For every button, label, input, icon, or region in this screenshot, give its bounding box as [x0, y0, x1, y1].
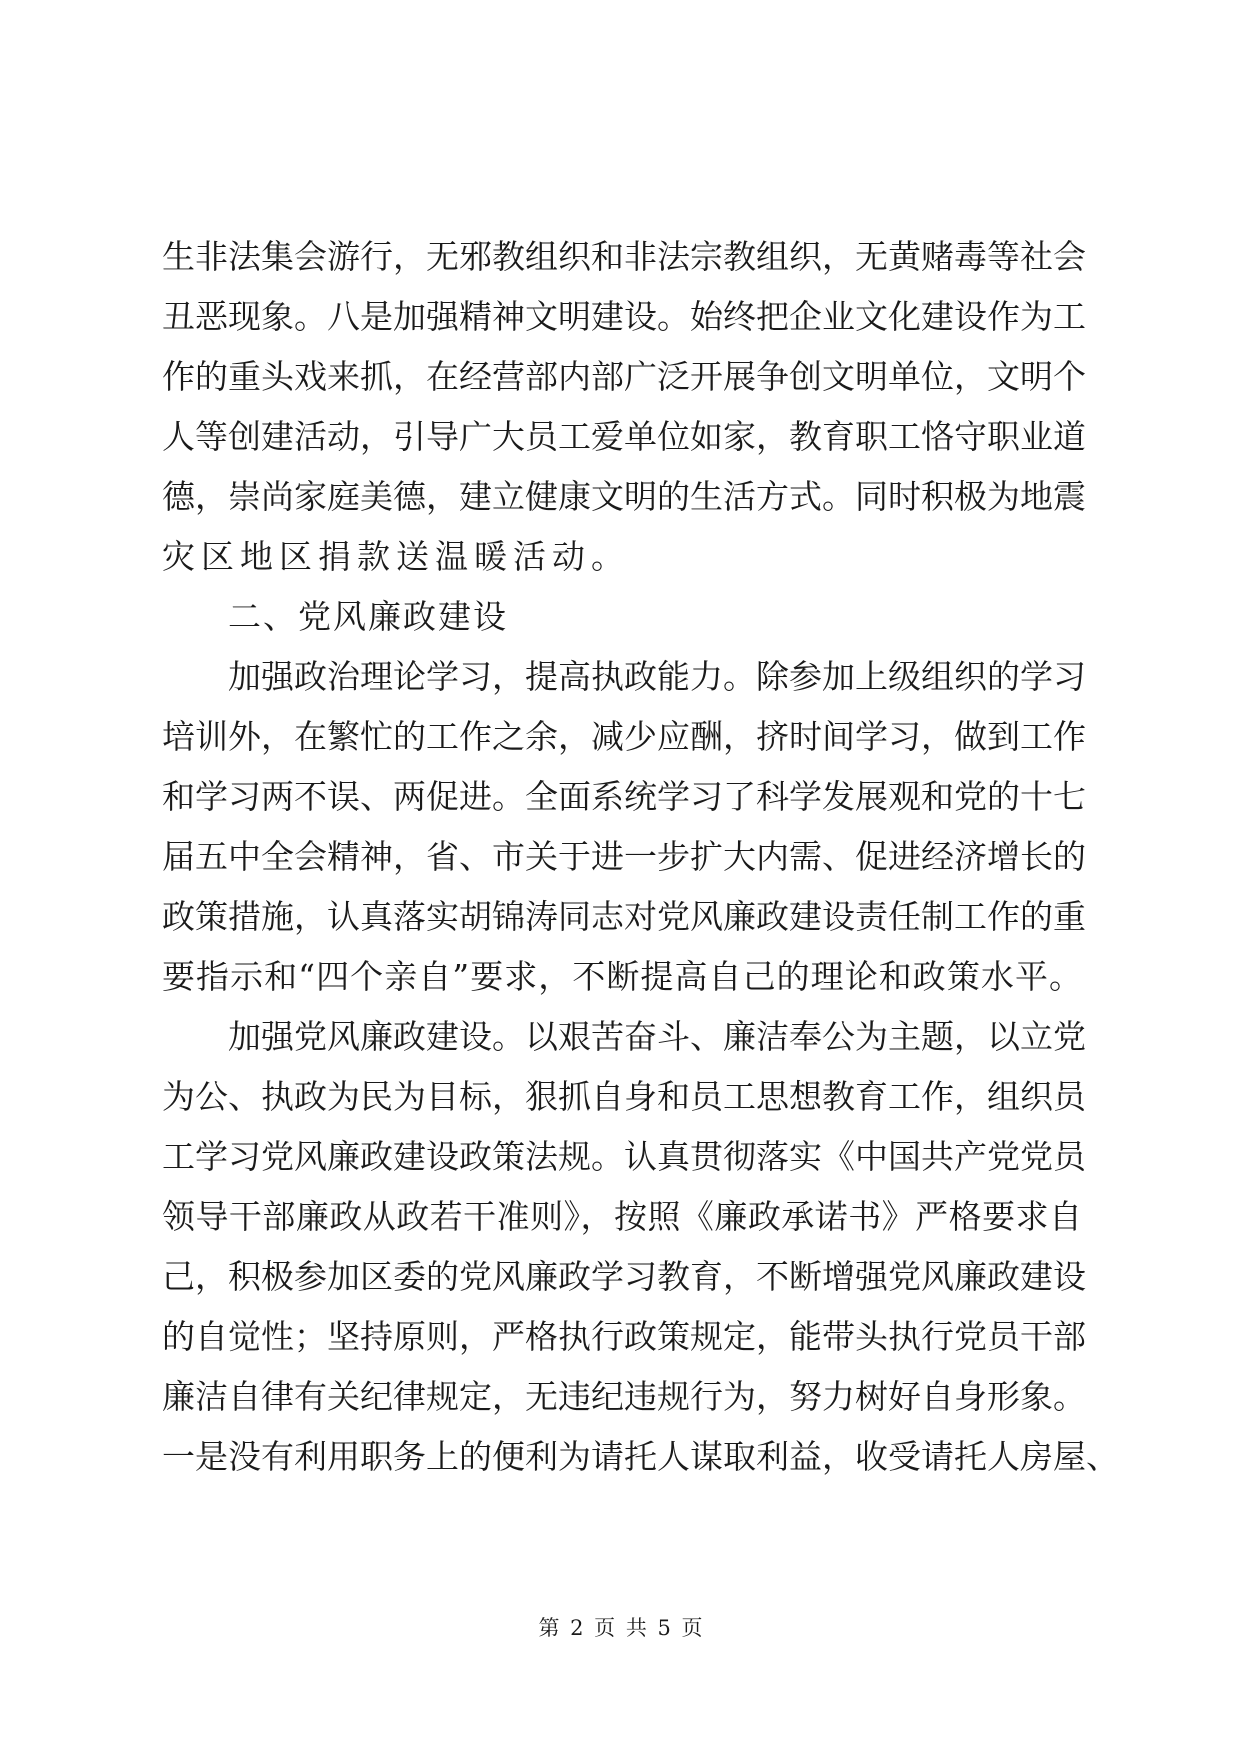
text-line: 的自觉性；坚持原则，严格执行政策规定，能带头执行党员干部 — [162, 1317, 1086, 1356]
text-line: 己，积极参加区委的党风廉政学习教育，不断增强党风廉政建设 — [162, 1257, 1086, 1296]
text-line: 领导干部廉政从政若干准则》，按照《廉政承诺书》严格要求自 — [162, 1197, 1082, 1236]
text-line: 加强党风廉政建设。以艰苦奋斗、廉洁奉公为主题，以立党 — [228, 1017, 1086, 1056]
text-line: 德，崇尚家庭美德，建立健康文明的生活方式。同时积极为地震 — [162, 477, 1086, 516]
text-line: 灾区地区捐款送温暖活动。 — [162, 537, 630, 576]
text-line: 培训外，在繁忙的工作之余，减少应酬，挤时间学习，做到工作 — [162, 717, 1086, 756]
text-line: 届五中全会精神，省、市关于进一步扩大内需、促进经济增长的 — [162, 837, 1086, 876]
text-line: 廉洁自律有关纪律规定，无违纪违规行为，努力树好自身形象。 — [162, 1377, 1086, 1416]
section-heading: 二、党风廉政建设 — [228, 597, 508, 636]
text-line: 和学习两不误、两促进。全面系统学习了科学发展观和党的十七 — [162, 777, 1086, 816]
page-number-footer: 第 2 页 共 5 页 — [538, 1616, 703, 1640]
text-line: 要指示和“四个亲自”要求，不断提高自己的理论和政策水平。 — [162, 957, 1082, 996]
text-line: 为公、执政为民为目标，狠抓自身和员工思想教育工作，组织员 — [162, 1077, 1086, 1116]
text-line: 一是没有利用职务上的便利为请托人谋取利益，收受请托人房屋、 — [162, 1437, 1119, 1476]
text-line: 加强政治理论学习，提高执政能力。除参加上级组织的学习 — [228, 657, 1086, 696]
body-text — [162, 227, 1119, 1487]
text-line: 生非法集会游行，无邪教组织和非法宗教组织，无黄赌毒等社会 — [162, 237, 1086, 276]
text-line: 人等创建活动，引导广大员工爱单位如家，教育职工恪守职业道 — [162, 417, 1086, 456]
text-line: 丑恶现象。八是加强精神文明建设。始终把企业文化建设作为工 — [162, 297, 1086, 336]
text-line: 政策措施，认真落实胡锦涛同志对党风廉政建设责任制工作的重 — [162, 897, 1086, 936]
text-line: 工学习党风廉政建设政策法规。认真贯彻落实《中国共产党党员 — [162, 1137, 1086, 1176]
text-line: 作的重头戏来抓，在经营部内部广泛开展争创文明单位，文明个 — [162, 357, 1086, 396]
